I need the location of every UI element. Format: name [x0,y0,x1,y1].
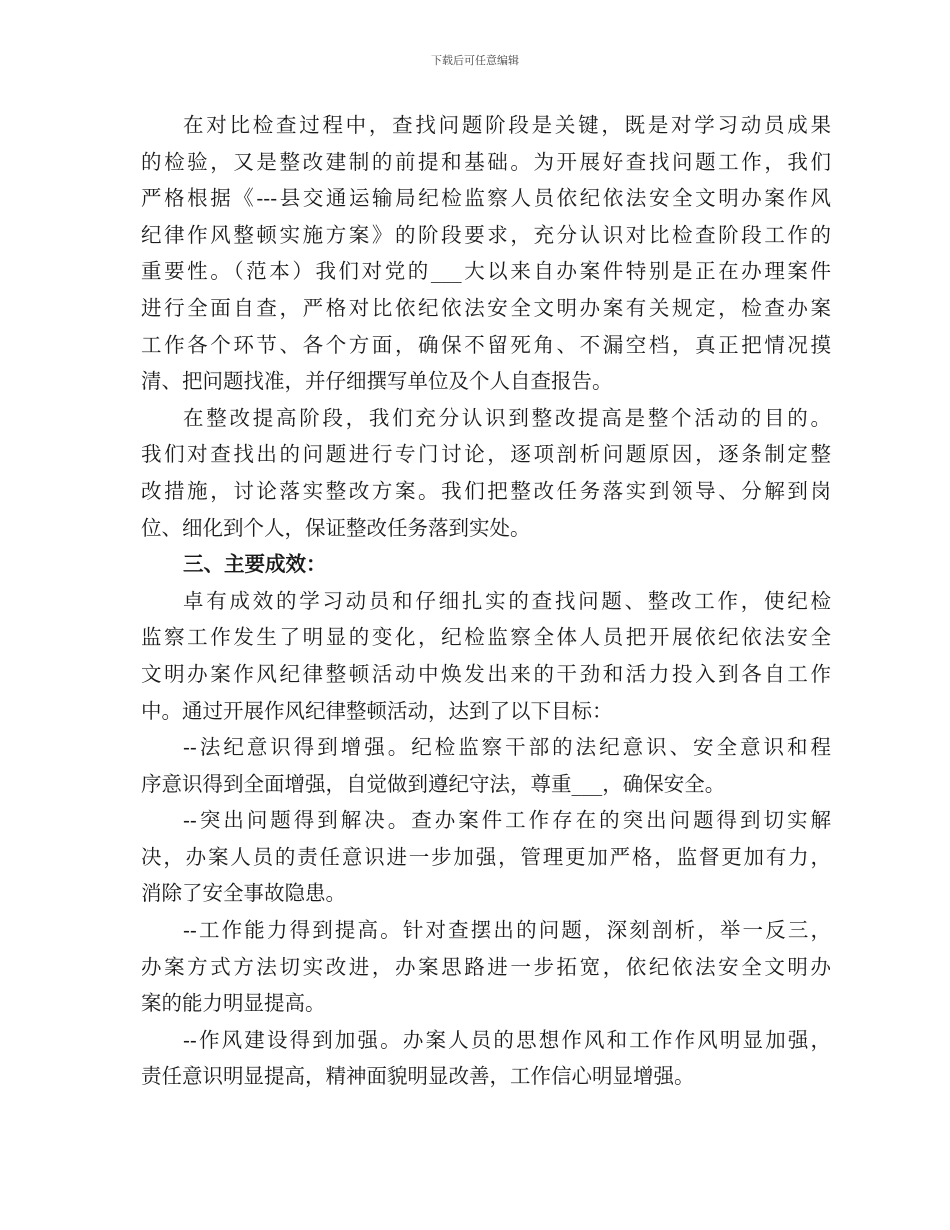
text-line: 消除了安全事故隐患。 [141,881,346,906]
text-line: 位、细化到个人，保证整改任务落到实处。 [141,515,531,540]
text-line: --突出问题得到解决。查办案件工作存在的突出问题得到切实解 [183,808,831,833]
text-line: 我们对查找出的问题进行专门讨论，逐项剖析问题原因，逐条制定整 [141,442,831,467]
text-line: 在整改提高阶段，我们充分认识到整改提高是整个活动的目的。 [183,405,831,430]
text-line: 清、把问题找准，并仔细撰写单位及个人自查报告。 [141,369,613,394]
text-line: 序意识得到全面增强，自觉做到遵纪守法，尊重___，确保安全。 [141,771,726,796]
text-line: 中。通过开展作风纪律整顿活动，达到了以下目标： [141,698,613,723]
text-line: --法纪意识得到增强。纪检监察干部的法纪意识、安全意识和程 [183,735,831,760]
text-line: 责任意识明显提高，精神面貌明显改善，工作信心明显增强。 [141,1064,695,1089]
text-line: 的检验，又是整改建制的前提和基础。为开展好查找问题工作，我们 [141,149,831,174]
text-line: 重要性。（范本）我们对党的___大以来自办案件特别是正在办理案件 [141,259,831,284]
text-line: 在对比检查过程中，查找问题阶段是关键，既是对学习动员成果 [183,113,831,137]
page-header: 下载后可任意编辑 [431,54,519,67]
text-line: 工作各个环节、各个方面，确保不留死角、不漏空档，真正把情况摸 [141,332,831,357]
text-line: 纪律作风整顿实施方案》的阶段要求，充分认识对比检查阶段工作的 [141,222,831,247]
text-line: 监察工作发生了明显的变化，纪检监察全体人员把开展依纪依法安全 [141,625,831,650]
text-line: --作风建设得到加强。办案人员的思想作风和工作作风明显加强， [183,1027,831,1052]
text-line: --工作能力得到提高。针对查摆出的问题，深刻剖析，举一反三， [183,918,831,943]
text-line: 案的能力明显提高。 [141,991,326,1016]
document-body [141,107,831,1095]
text-line: 办案方式方法切实改进，办案思路进一步拓宽，依纪依法安全文明办 [141,954,831,979]
text-line: 决，办案人员的责任意识进一步加强，管理更加严格，监督更加有力， [141,844,831,869]
text-line: 文明办案作风纪律整顿活动中焕发出来的干劲和活力投入到各自工作 [141,661,831,686]
text-line: 严格根据《---县交通运输局纪检监察人员依纪依法安全文明办案作风 [141,186,831,211]
text-line: 卓有成效的学习动员和仔细扎实的查找问题、整改工作，使纪检 [183,588,831,613]
section-heading: 三、主要成效： [183,552,327,577]
text-line: 改措施，讨论落实整改方案。我们把整改任务落实到领导、分解到岗 [141,478,831,503]
text-line: 进行全面自查，严格对比依纪依法安全文明办案有关规定，检查办案 [141,295,831,320]
